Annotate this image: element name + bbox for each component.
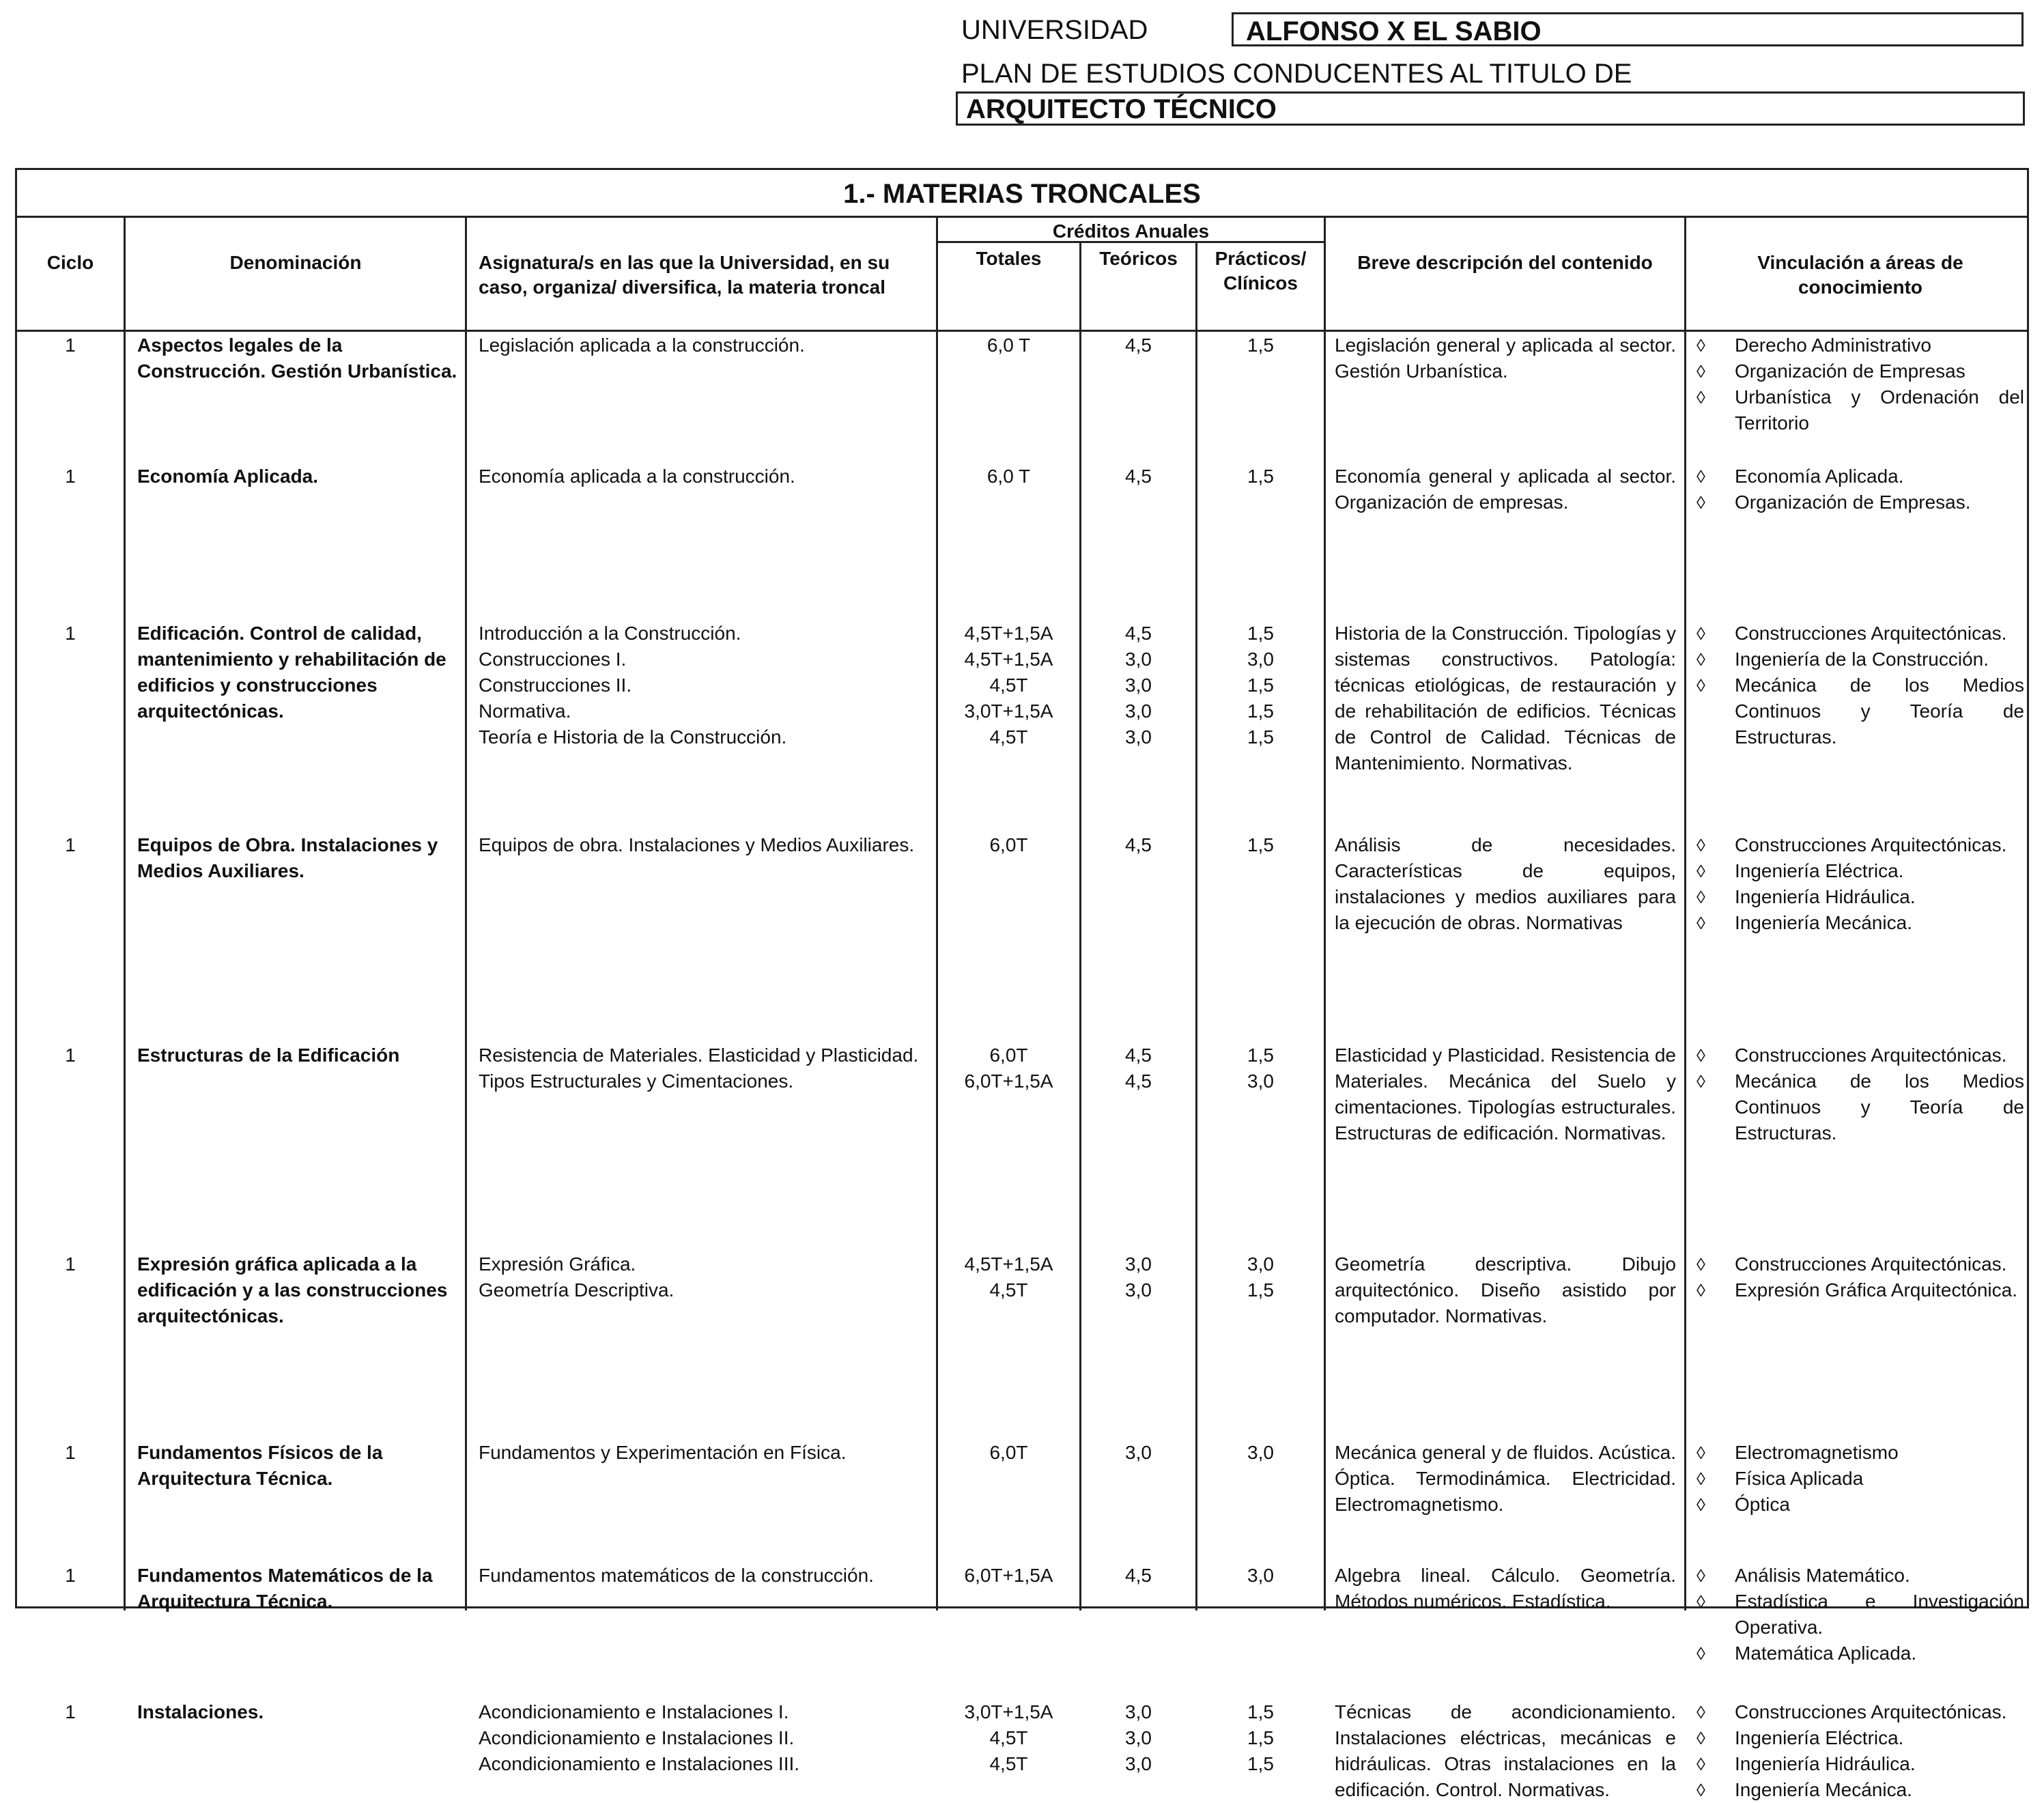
credito-total-value: 6,0T+1,5A <box>964 1070 1053 1092</box>
asignatura-item: Fundamentos y Experimentación en Física. <box>479 1442 847 1463</box>
vinculacion-item <box>1687 672 2024 750</box>
credito-teorico-value: 4,5 <box>1125 335 1152 356</box>
credito-teorico-value: 4,5 <box>1125 466 1152 487</box>
teoricos-cell <box>1081 1699 1195 1777</box>
vinculacion-text: Organización de Empresas. <box>1735 492 1971 513</box>
denominacion-cell: Expresión gráfica aplicada a la edificación y a las construcciones arquitectónicas. <box>137 1253 448 1326</box>
vinculacion-item <box>1687 384 2024 436</box>
vinculacion-item <box>1687 832 2024 858</box>
diamond-bullet-icon: ◊ <box>1697 1468 1705 1489</box>
vinculacion-item <box>1687 1725 2024 1751</box>
diamond-bullet-icon: ◊ <box>1697 623 1705 644</box>
totales-cell <box>938 832 1079 858</box>
credito-teorico-value: 4,5 <box>1125 1045 1152 1066</box>
table-title: 1.- MATERIAS TRONCALES <box>17 170 2027 218</box>
vinculacion-text: Estadística e Investigación Operativa. <box>1735 1591 2024 1638</box>
credito-teorico-value: 4,5 <box>1125 1565 1152 1586</box>
vinculacion-text: Óptica <box>1735 1494 1790 1515</box>
asignatura-item: Expresión Gráfica. <box>479 1253 636 1275</box>
col-header-totales: Totales <box>976 248 1042 269</box>
materias-troncales-table <box>15 168 2029 1800</box>
diamond-bullet-icon: ◊ <box>1697 835 1705 855</box>
vinculacion-item <box>1687 1751 2024 1777</box>
vinculacion-text: Ingeniería Hidráulica. <box>1735 1753 1916 1774</box>
ciclo-cell: 1 <box>65 1045 76 1066</box>
vinculacion-item <box>1687 358 2024 384</box>
vinculacion-cell <box>1687 1440 2024 1518</box>
descripcion-cell: Técnicas de acondicionamiento. Instalaciones eléctricas, mecánicas e hidráulicas. Otras instalaciones en la edificación. Control. Normativas. <box>1335 1701 1676 1800</box>
vinculacion-item <box>1687 1277 2024 1303</box>
vinculacion-item <box>1687 1251 2024 1277</box>
col-header-teoricos: Teóricos <box>1099 248 1178 269</box>
teoricos-cell <box>1081 1563 1195 1589</box>
credito-teorico-value: 3,0 <box>1125 649 1152 670</box>
credito-practico-value: 3,0 <box>1247 1565 1274 1586</box>
teoricos-cell <box>1081 1042 1195 1094</box>
credito-practico-value: 3,0 <box>1247 1442 1274 1463</box>
diamond-bullet-icon: ◊ <box>1697 1045 1705 1066</box>
vinculacion-cell <box>1687 464 2024 515</box>
vinculacion-item <box>1687 1440 2024 1466</box>
totales-cell <box>938 1042 1079 1094</box>
teoricos-cell <box>1081 332 1195 358</box>
credito-total-value: 4,5T <box>989 1727 1028 1748</box>
credito-teorico-value: 3,0 <box>1125 1279 1152 1301</box>
col-header-vinculacion: Vinculación a áreas de conocimiento <box>1757 252 1963 298</box>
document-header <box>0 0 2044 137</box>
credito-teorico-value: 3,0 <box>1125 700 1152 722</box>
credito-teorico-value: 4,5 <box>1125 1070 1152 1092</box>
ciclo-cell: 1 <box>65 834 76 855</box>
vinculacion-item <box>1687 858 2024 884</box>
vinculacion-text: Mecánica de los Medios Continuos y Teoría de Estructuras. <box>1735 675 2024 748</box>
diamond-bullet-icon: ◊ <box>1697 1702 1705 1722</box>
vinculacion-item <box>1687 647 2024 672</box>
denominacion-cell: Fundamentos Físicos de la Arquitectura Técnica. <box>137 1442 383 1489</box>
totales-cell <box>938 1563 1079 1589</box>
asignatura-item: Construcciones I. <box>479 649 627 670</box>
credito-total-value: 4,5T <box>989 726 1028 748</box>
credito-teorico-value: 3,0 <box>1125 1442 1152 1463</box>
col-divider <box>1684 218 1686 1610</box>
diamond-bullet-icon: ◊ <box>1697 1591 1705 1612</box>
col-divider <box>1324 218 1326 1610</box>
credito-practico-value: 1,5 <box>1247 623 1274 644</box>
vinculacion-text: Construcciones Arquitectónicas. <box>1735 1045 2007 1066</box>
titulo-value: ARQUITECTO TÉCNICO <box>956 91 2025 126</box>
vinculacion-item <box>1687 910 2024 936</box>
diamond-bullet-icon: ◊ <box>1697 466 1705 487</box>
asignatura-item: Resistencia de Materiales. Elasticidad y Plasticidad. <box>479 1045 919 1066</box>
vinculacion-cell <box>1687 832 2024 936</box>
universidad-label: UNIVERSIDAD <box>961 15 1148 45</box>
diamond-bullet-icon: ◊ <box>1697 1443 1705 1463</box>
ciclo-cell: 1 <box>65 466 76 487</box>
col-divider <box>1195 241 1197 1610</box>
asignatura-item: Acondicionamiento e Instalaciones III. <box>479 1753 800 1774</box>
vinculacion-cell <box>1687 1563 2024 1666</box>
vinculacion-item <box>1687 1563 2024 1589</box>
descripcion-cell: Legislación general y aplicada al sector. Gestión Urbanística. <box>1335 335 1676 382</box>
ciclo-cell: 1 <box>65 1701 76 1722</box>
header-bottom-line <box>17 330 2027 332</box>
credito-practico-value: 1,5 <box>1247 675 1274 696</box>
vinculacion-text: Ingeniería Eléctrica. <box>1735 1727 1904 1748</box>
col-divider <box>936 218 938 1610</box>
practicos-cell <box>1197 1563 1324 1589</box>
asignatura-item: Acondicionamiento e Instalaciones I. <box>479 1701 789 1722</box>
teoricos-cell <box>1081 464 1195 489</box>
totales-cell <box>938 332 1079 358</box>
credito-total-value: 6,0T <box>989 1442 1028 1463</box>
denominacion-cell: Instalaciones. <box>137 1701 264 1722</box>
diamond-bullet-icon: ◊ <box>1697 675 1705 696</box>
col-divider <box>124 218 126 1610</box>
vinculacion-text: Construcciones Arquitectónicas. <box>1735 1701 2007 1722</box>
vinculacion-item <box>1687 884 2024 910</box>
asignaturas-cell <box>479 332 929 358</box>
credito-practico-value: 1,5 <box>1247 335 1274 356</box>
asignatura-item: Equipos de obra. Instalaciones y Medios Auxiliares. <box>479 834 915 855</box>
vinculacion-text: Mecánica de los Medios Continuos y Teoría de Estructuras. <box>1735 1070 2024 1144</box>
credito-total-value: 3,0T+1,5A <box>964 700 1053 722</box>
diamond-bullet-icon: ◊ <box>1697 1728 1705 1748</box>
col-header-asignaturas: Asignatura/s en las que la Universidad, en su caso, organiza/ diversifica, la materia troncal <box>479 252 890 298</box>
totales-cell <box>938 1251 1079 1303</box>
credito-teorico-value: 4,5 <box>1125 834 1152 855</box>
vinculacion-text: Derecho Administrativo <box>1735 335 1931 356</box>
asignatura-item: Introducción a la Construcción. <box>479 623 741 644</box>
asignaturas-cell <box>479 621 929 750</box>
denominacion-cell: Aspectos legales de la Construcción. Gestión Urbanística. <box>137 335 457 382</box>
diamond-bullet-icon: ◊ <box>1697 1280 1705 1301</box>
practicos-cell <box>1197 1699 1324 1777</box>
asignatura-item: Geometría Descriptiva. <box>479 1279 675 1301</box>
vinculacion-text: Ingeniería Mecánica. <box>1735 1779 1912 1800</box>
denominacion-cell: Edificación. Control de calidad, mantenimiento y rehabilitación de edificios y construcciones arquitectónicas. <box>137 623 446 722</box>
practicos-cell <box>1197 1042 1324 1094</box>
vinculacion-text: Ingeniería Mecánica. <box>1735 912 1912 933</box>
vinculacion-item <box>1687 332 2024 358</box>
col-header-descripcion: Breve descripción del contenido <box>1357 252 1653 273</box>
diamond-bullet-icon: ◊ <box>1697 1643 1705 1664</box>
asignaturas-cell <box>479 1563 929 1589</box>
asignaturas-cell <box>479 1699 929 1777</box>
asignatura-item: Legislación aplicada a la construcción. <box>479 335 805 356</box>
descripcion-cell: Historia de la Construcción. Tipologías y sistemas constructivos. Patología: técnicas etiológicas, de restauración y de rehabilitación de edificios. Técnicas de Control de Calidad. Técnicas de Mantenimiento. Normativas. <box>1335 623 1676 773</box>
vinculacion-cell <box>1687 1699 2024 1803</box>
vinculacion-cell <box>1687 621 2024 750</box>
diamond-bullet-icon: ◊ <box>1697 1254 1705 1275</box>
vinculacion-item <box>1687 1042 2024 1068</box>
ciclo-cell: 1 <box>65 1442 76 1463</box>
credito-total-value: 6,0 T <box>986 466 1031 487</box>
vinculacion-text: Física Aplicada <box>1735 1468 1864 1489</box>
vinculacion-text: Electromagnetismo <box>1735 1442 1899 1463</box>
teoricos-cell <box>1081 832 1195 858</box>
credito-practico-value: 1,5 <box>1247 700 1274 722</box>
credito-practico-value: 3,0 <box>1247 1070 1274 1092</box>
vinculacion-text: Construcciones Arquitectónicas. <box>1735 623 2007 644</box>
asignaturas-cell <box>479 1042 929 1094</box>
diamond-bullet-icon: ◊ <box>1697 1780 1705 1800</box>
ciclo-cell: 1 <box>65 1253 76 1275</box>
asignatura-item: Fundamentos matemáticos de la construcción. <box>479 1565 874 1586</box>
teoricos-cell <box>1081 1251 1195 1303</box>
asignaturas-cell <box>479 1251 929 1303</box>
practicos-cell <box>1197 332 1324 358</box>
credito-total-value: 4,5T+1,5A <box>964 1253 1053 1275</box>
credito-practico-value: 1,5 <box>1247 1727 1274 1748</box>
diamond-bullet-icon: ◊ <box>1697 887 1705 907</box>
credito-total-value: 4,5T+1,5A <box>964 623 1053 644</box>
credito-total-value: 6,0T <box>989 834 1028 855</box>
totales-cell <box>938 464 1079 489</box>
diamond-bullet-icon: ◊ <box>1697 1754 1705 1774</box>
universidad-value: ALFONSO X EL SABIO <box>1232 12 2024 46</box>
practicos-cell <box>1197 621 1324 750</box>
practicos-cell <box>1197 1251 1324 1303</box>
col-header-ciclo: Ciclo <box>46 252 94 273</box>
credito-teorico-value: 3,0 <box>1125 726 1152 748</box>
practicos-cell <box>1197 464 1324 489</box>
vinculacion-text: Construcciones Arquitectónicas. <box>1735 834 2007 855</box>
asignatura-item: Economía aplicada a la construcción. <box>479 466 795 487</box>
plan-label: PLAN DE ESTUDIOS CONDUCENTES AL TITULO DE <box>961 59 1632 89</box>
credito-teorico-value: 3,0 <box>1125 1701 1152 1722</box>
vinculacion-cell <box>1687 1042 2024 1146</box>
credito-practico-value: 1,5 <box>1247 466 1274 487</box>
diamond-bullet-icon: ◊ <box>1697 649 1705 670</box>
descripcion-cell: Análisis de necesidades. Características de equipos, instalaciones y medios auxiliares para la ejecución de obras. Normativas <box>1335 834 1676 933</box>
col-divider <box>1079 241 1081 1610</box>
diamond-bullet-icon: ◊ <box>1697 1494 1705 1515</box>
vinculacion-text: Economía Aplicada. <box>1735 466 1904 487</box>
asignaturas-cell <box>479 1440 929 1466</box>
diamond-bullet-icon: ◊ <box>1697 1071 1705 1092</box>
credito-practico-value: 3,0 <box>1247 649 1274 670</box>
denominacion-cell: Equipos de Obra. Instalaciones y Medios Auxiliares. <box>137 834 438 881</box>
vinculacion-cell <box>1687 1251 2024 1303</box>
asignatura-item: Construcciones II. <box>479 675 632 696</box>
credito-total-value: 6,0T <box>989 1045 1028 1066</box>
vinculacion-text: Expresión Gráfica Arquitectónica. <box>1735 1279 2017 1301</box>
denominacion-cell: Fundamentos Matemáticos de la Arquitectura Técnica. <box>137 1565 433 1612</box>
vinculacion-item <box>1687 1466 2024 1492</box>
teoricos-cell <box>1081 1440 1195 1466</box>
credito-practico-value: 1,5 <box>1247 1045 1274 1066</box>
credito-total-value: 6,0T+1,5A <box>964 1565 1053 1586</box>
totales-cell <box>938 621 1079 750</box>
vinculacion-text: Ingeniería Hidráulica. <box>1735 886 1916 907</box>
diamond-bullet-icon: ◊ <box>1697 492 1705 513</box>
credito-teorico-value: 3,0 <box>1125 675 1152 696</box>
vinculacion-text: Ingeniería Eléctrica. <box>1735 860 1904 881</box>
credito-practico-value: 1,5 <box>1247 726 1274 748</box>
denominacion-cell: Economía Aplicada. <box>137 466 319 487</box>
vinculacion-text: Organización de Empresas <box>1735 360 1965 382</box>
vinculacion-cell <box>1687 332 2024 436</box>
vinculacion-text: Ingeniería de la Construcción. <box>1735 649 1989 670</box>
credito-total-value: 4,5T <box>989 1279 1028 1301</box>
credito-practico-value: 1,5 <box>1247 1701 1274 1722</box>
descripcion-cell: Economía general y aplicada al sector. Organización de empresas. <box>1335 466 1676 513</box>
credito-teorico-value: 3,0 <box>1125 1753 1152 1774</box>
practicos-cell <box>1197 1440 1324 1466</box>
credito-total-value: 4,5T <box>989 1753 1028 1774</box>
vinculacion-item <box>1687 1068 2024 1146</box>
vinculacion-item <box>1687 621 2024 647</box>
vinculacion-text: Matemática Aplicada. <box>1735 1643 1917 1664</box>
ciclo-cell: 1 <box>65 1565 76 1586</box>
diamond-bullet-icon: ◊ <box>1697 361 1705 382</box>
descripcion-cell: Elasticidad y Plasticidad. Resistencia de Materiales. Mecánica del Suelo y cimentaciones. Tipologías estructurales. Estructuras de edificación. Normativas. <box>1335 1045 1676 1144</box>
vinculacion-item <box>1687 464 2024 489</box>
descripcion-cell: Mecánica general y de fluidos. Acústica. Óptica. Termodinámica. Electricidad. Electromagnetismo. <box>1335 1442 1676 1515</box>
col-header-denominacion: Denominación <box>229 252 362 273</box>
credito-practico-value: 3,0 <box>1247 1253 1274 1275</box>
diamond-bullet-icon: ◊ <box>1697 335 1705 356</box>
asignaturas-cell <box>479 832 929 858</box>
vinculacion-text: Análisis Matemático. <box>1735 1565 1910 1586</box>
practicos-cell <box>1197 832 1324 858</box>
vinculacion-item <box>1687 1589 2024 1641</box>
col-divider <box>465 218 467 1610</box>
asignatura-item: Acondicionamiento e Instalaciones II. <box>479 1727 795 1748</box>
col-header-creditos: Créditos Anuales <box>1052 221 1210 242</box>
diamond-bullet-icon: ◊ <box>1697 387 1705 408</box>
ciclo-cell: 1 <box>65 623 76 644</box>
descripcion-cell: Algebra lineal. Cálculo. Geometría. Métodos numéricos. Estadística. <box>1335 1565 1676 1612</box>
asignatura-item: Tipos Estructurales y Cimentaciones. <box>479 1070 794 1092</box>
vinculacion-item <box>1687 1699 2024 1725</box>
asignatura-item: Teoría e Historia de la Construcción. <box>479 726 787 748</box>
credito-practico-value: 1,5 <box>1247 1279 1274 1301</box>
vinculacion-item <box>1687 1641 2024 1666</box>
diamond-bullet-icon: ◊ <box>1697 913 1705 933</box>
denominacion-cell: Estructuras de la Edificación <box>137 1045 400 1066</box>
credito-total-value: 3,0T+1,5A <box>964 1701 1053 1722</box>
credito-practico-value: 1,5 <box>1247 834 1274 855</box>
credito-total-value: 6,0 T <box>986 335 1031 356</box>
ciclo-cell: 1 <box>65 335 76 356</box>
totales-cell <box>938 1440 1079 1466</box>
vinculacion-item <box>1687 1777 2024 1803</box>
credito-teorico-value: 3,0 <box>1125 1727 1152 1748</box>
credito-total-value: 4,5T <box>989 675 1028 696</box>
col-header-practicos: Prácticos/ Clínicos <box>1215 248 1307 294</box>
vinculacion-text: Urbanística y Ordenación del Territorio <box>1735 386 2024 434</box>
credito-teorico-value: 4,5 <box>1125 623 1152 644</box>
diamond-bullet-icon: ◊ <box>1697 1565 1705 1586</box>
asignaturas-cell <box>479 464 929 489</box>
vinculacion-item <box>1687 1492 2024 1518</box>
vinculacion-item <box>1687 489 2024 515</box>
descripcion-cell: Geometría descriptiva. Dibujo arquitectónico. Diseño asistido por computador. Normativas. <box>1335 1253 1676 1326</box>
asignatura-item: Normativa. <box>479 700 571 722</box>
credito-teorico-value: 3,0 <box>1125 1253 1152 1275</box>
diamond-bullet-icon: ◊ <box>1697 861 1705 881</box>
credito-practico-value: 1,5 <box>1247 1753 1274 1774</box>
vinculacion-text: Construcciones Arquitectónicas. <box>1735 1253 2007 1275</box>
totales-cell <box>938 1699 1079 1777</box>
teoricos-cell <box>1081 621 1195 750</box>
credito-total-value: 4,5T+1,5A <box>964 649 1053 670</box>
